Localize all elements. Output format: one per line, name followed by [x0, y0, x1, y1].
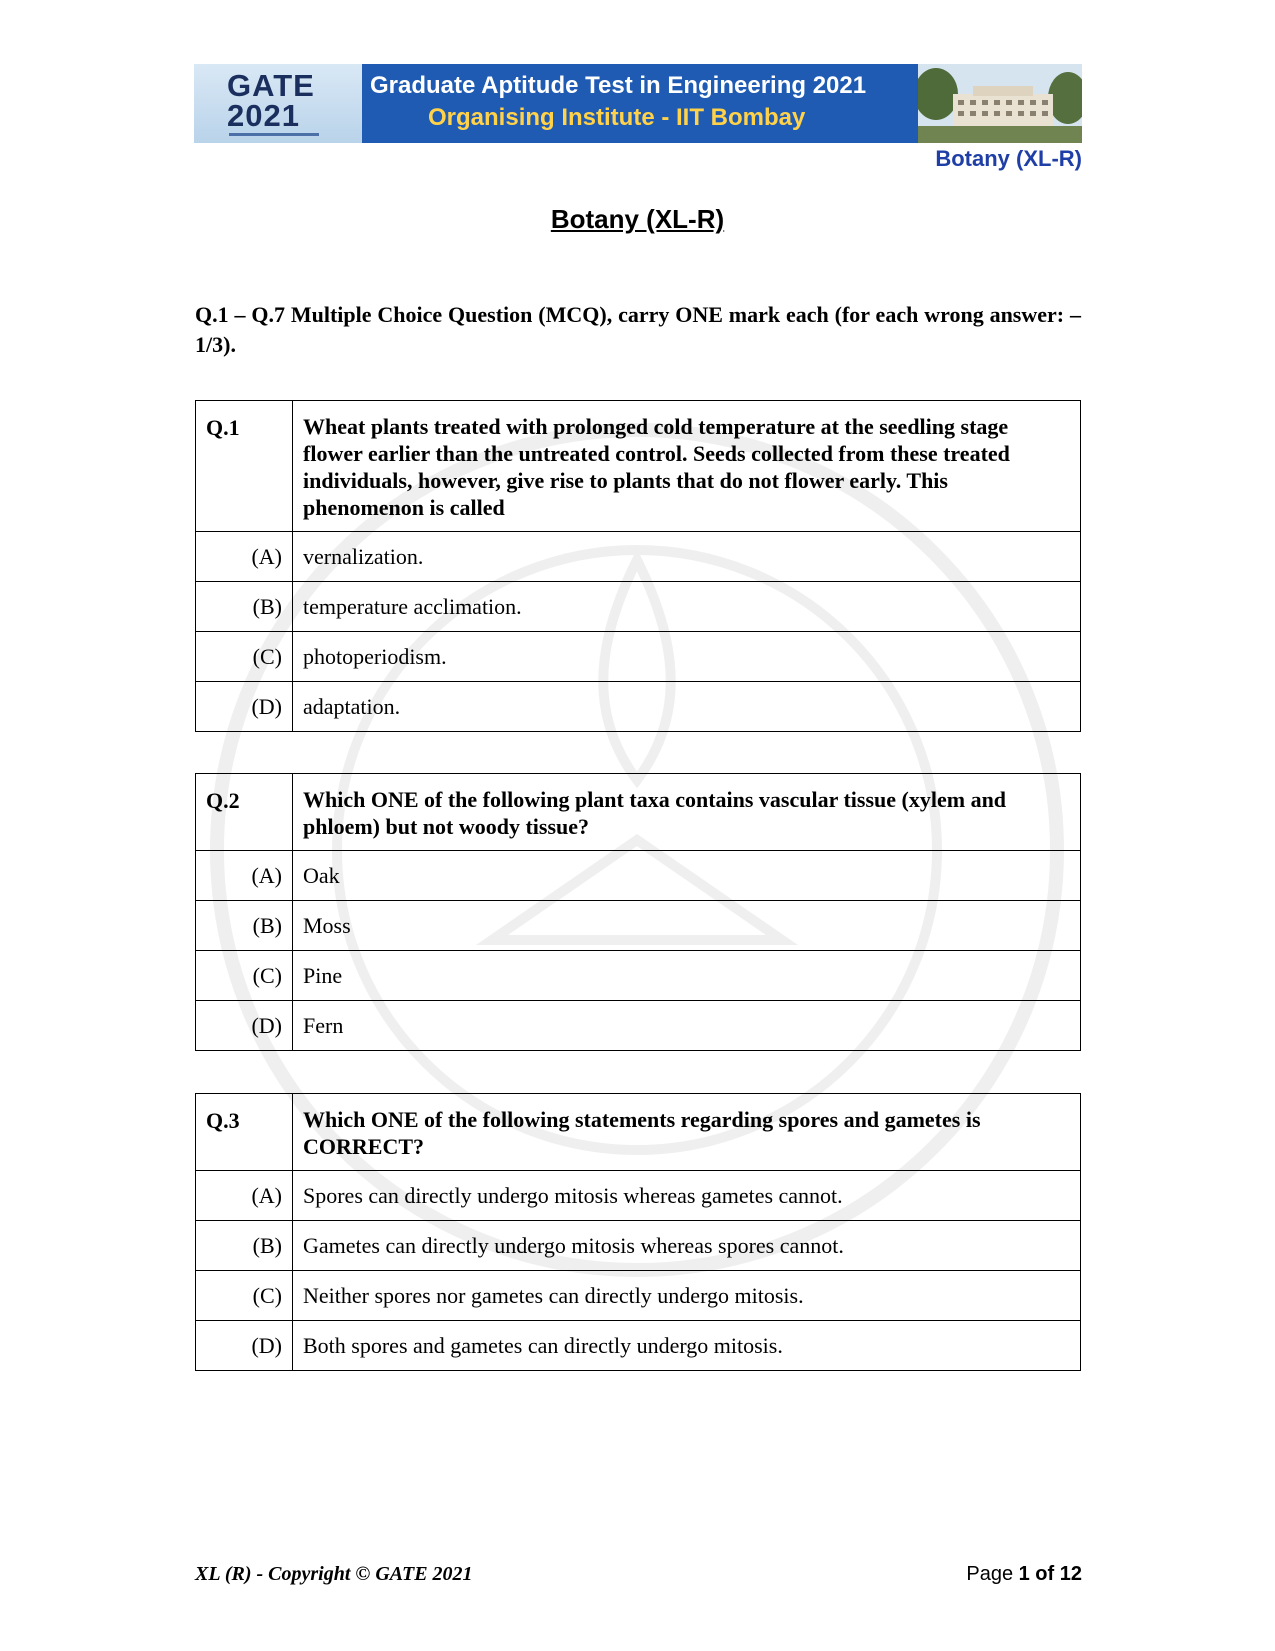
question-table-2: [195, 773, 1081, 1051]
option-label: (D): [196, 1321, 293, 1371]
option-text: Pine: [293, 951, 1081, 1001]
question-number: Q.3: [196, 1094, 293, 1171]
option-text: temperature acclimation.: [293, 582, 1081, 632]
logo-gate-text: GATE: [227, 68, 315, 103]
question-table-3: [195, 1093, 1081, 1371]
option-label: (D): [196, 1001, 293, 1051]
question-table-1: [195, 400, 1081, 732]
option-label: (A): [196, 851, 293, 901]
option-label: (D): [196, 682, 293, 732]
page-title: Botany (XL-R): [550, 204, 725, 234]
option-text: Both spores and gametes can directly undergo mitosis.: [293, 1321, 1081, 1371]
question-text: Which ONE of the following statements regarding spores and gametes is CORRECT?: [293, 1094, 1081, 1171]
campus-photo: [918, 64, 1082, 143]
option-text: vernalization.: [293, 532, 1081, 582]
question-number: Q.2: [196, 774, 293, 851]
page-of: of: [1029, 1563, 1060, 1585]
campus-building-illustration: [918, 64, 1082, 143]
option-text: Oak: [293, 851, 1081, 901]
option-label: (C): [196, 951, 293, 1001]
option-text: adaptation.: [293, 682, 1081, 732]
logo-year-text: 2021: [227, 98, 300, 133]
question-text: Wheat plants treated with prolonged cold temperature at the seedling stage flower earlier than the untreated control. Seeds collected from these treated individuals, however, give rise to plants that do not flower early. This phenomenon is called: [293, 401, 1081, 532]
question-number: Q.1: [196, 401, 293, 532]
option-label: (A): [196, 1171, 293, 1221]
page-current: 1: [1018, 1563, 1030, 1585]
banner-title-block: [362, 64, 918, 143]
option-text: Spores can directly undergo mitosis whereas gametes cannot.: [293, 1171, 1081, 1221]
option-text: Gametes can directly undergo mitosis whereas spores cannot.: [293, 1221, 1081, 1271]
header-banner: [194, 64, 1082, 143]
gate-logo: [194, 64, 362, 143]
option-label: (B): [196, 582, 293, 632]
option-text: photoperiodism.: [293, 632, 1081, 682]
section-instructions: Q.1 – Q.7 Multiple Choice Question (MCQ), carry ONE mark each (for each wrong answer: – 1/3).: [195, 302, 1081, 357]
option-text: Fern: [293, 1001, 1081, 1051]
option-text: Neither spores nor gametes can directly undergo mitosis.: [293, 1271, 1081, 1321]
header-subject-label: Botany (XL-R): [935, 146, 1082, 171]
banner-title: Graduate Aptitude Test in Engineering 2021: [370, 72, 867, 99]
logo-underline: [229, 133, 319, 136]
page-total: 12: [1059, 1563, 1082, 1585]
page-prefix: Page: [966, 1563, 1019, 1585]
footer-copyright: XL (R) - Copyright © GATE 2021: [195, 1563, 473, 1585]
option-label: (C): [196, 1271, 293, 1321]
option-text: Moss: [293, 901, 1081, 951]
option-label: (A): [196, 532, 293, 582]
banner-subtitle: Organising Institute - IIT Bombay: [428, 104, 806, 131]
page-number: [966, 1563, 1082, 1586]
question-text: Which ONE of the following plant taxa contains vascular tissue (xylem and phloem) but not woody tissue?: [293, 774, 1081, 851]
option-label: (B): [196, 1221, 293, 1271]
option-label: (C): [196, 632, 293, 682]
option-label: (B): [196, 901, 293, 951]
